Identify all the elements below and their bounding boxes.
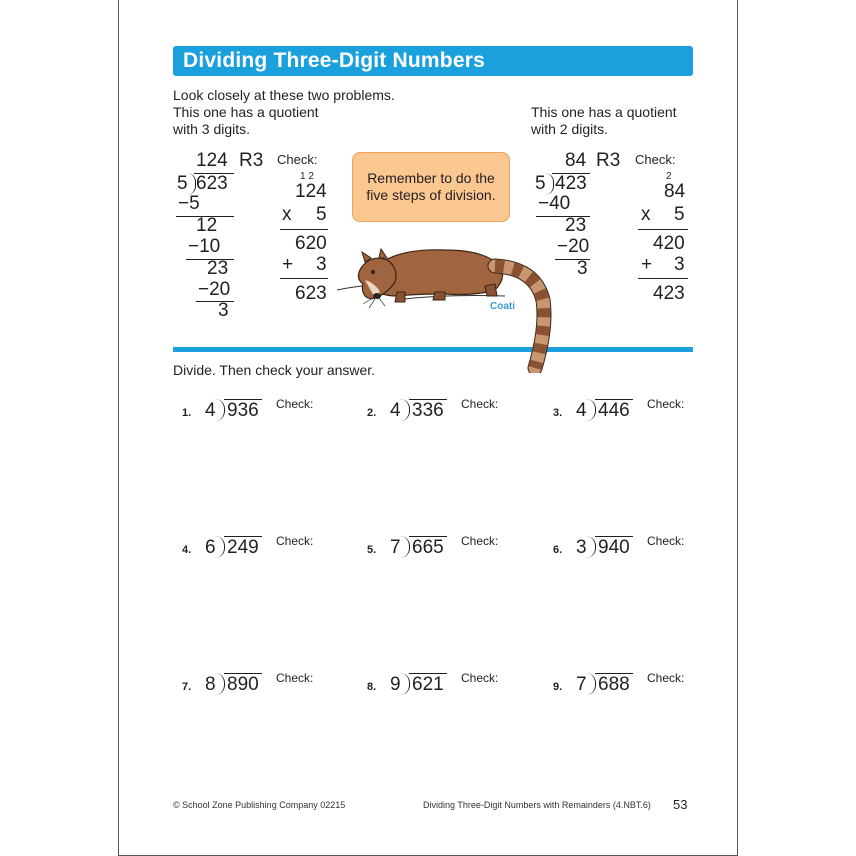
example1-divisor: 5 bbox=[177, 173, 188, 194]
problem-divisor: 7 bbox=[390, 537, 401, 558]
problem-dividend: 940 bbox=[598, 537, 630, 558]
example2-mult-op: x bbox=[641, 204, 651, 225]
problem-divisor: 8 bbox=[205, 674, 216, 695]
problem-number: 5. bbox=[367, 544, 377, 556]
example2-check-line bbox=[638, 229, 688, 230]
footer-copyright: © School Zone Publishing Company 02215 bbox=[173, 800, 346, 810]
example2-step: −40 bbox=[538, 193, 571, 214]
problem-dividend: 446 bbox=[598, 400, 630, 421]
coati-label: Coati bbox=[490, 301, 515, 312]
example2-total: 423 bbox=[653, 283, 685, 304]
problem-number: 1. bbox=[182, 407, 192, 419]
problem-dividend: 249 bbox=[227, 537, 259, 558]
example2-check-line bbox=[638, 278, 688, 279]
example2-quotient: 84 bbox=[565, 150, 587, 171]
example1-total: 623 bbox=[295, 283, 327, 304]
problem-dividend: 688 bbox=[598, 674, 630, 695]
example2-mult-top: 84 bbox=[664, 181, 686, 202]
example1-mult-op: x bbox=[282, 204, 292, 225]
problem-divisor: 4 bbox=[205, 400, 216, 421]
problem-check-label: Check: bbox=[647, 671, 685, 685]
problem-number: 7. bbox=[182, 681, 192, 693]
problem-number: 6. bbox=[553, 544, 563, 556]
problem-divisor: 3 bbox=[576, 537, 587, 558]
example2-step: 3 bbox=[577, 258, 588, 279]
example1-check-label: Check: bbox=[277, 152, 318, 167]
problem-dividend: 936 bbox=[227, 400, 259, 421]
problem-dividend: 890 bbox=[227, 674, 259, 695]
problem-number: 8. bbox=[367, 681, 377, 693]
problem-check-label: Check: bbox=[647, 534, 685, 548]
example1-dividend: 623 bbox=[196, 173, 228, 194]
example2-product: 420 bbox=[653, 233, 685, 254]
problem-divisor: 9 bbox=[390, 674, 401, 695]
coati-illustration bbox=[335, 238, 560, 373]
intro-left-line1: This one has a quotient bbox=[173, 104, 319, 120]
example1-carry: 1 2 bbox=[300, 171, 314, 182]
problem-check-label: Check: bbox=[461, 397, 499, 411]
example1-step: 23 bbox=[207, 258, 229, 279]
example1-check-line bbox=[280, 229, 328, 230]
example1-remainder: R3 bbox=[239, 150, 264, 171]
title-banner bbox=[173, 46, 693, 76]
example2-dividend: 423 bbox=[555, 173, 587, 194]
example1-product: 620 bbox=[295, 233, 327, 254]
example1-step: 3 bbox=[218, 300, 229, 321]
example1-step: −10 bbox=[188, 236, 221, 257]
example2-divisor: 5 bbox=[535, 173, 546, 194]
instruction: Divide. Then check your answer. bbox=[173, 362, 376, 378]
example2-check-label: Check: bbox=[635, 152, 676, 167]
problem-check-label: Check: bbox=[647, 397, 685, 411]
problem-divisor: 4 bbox=[390, 400, 401, 421]
problem-number: 9. bbox=[553, 681, 563, 693]
problem-number: 4. bbox=[182, 544, 192, 556]
page-number: 53 bbox=[673, 797, 688, 812]
example2-step: 23 bbox=[565, 215, 587, 236]
problem-dividend: 336 bbox=[412, 400, 444, 421]
example1-mult-by: 5 bbox=[316, 204, 327, 225]
problem-divisor: 6 bbox=[205, 537, 216, 558]
example1-mult-top: 124 bbox=[295, 181, 327, 202]
problem-divisor: 4 bbox=[576, 400, 587, 421]
problem-check-label: Check: bbox=[276, 397, 314, 411]
example2-remainder: R3 bbox=[596, 150, 621, 171]
problem-number: 2. bbox=[367, 407, 377, 419]
tip-line1: Remember to do the bbox=[367, 170, 495, 186]
problem-dividend: 621 bbox=[412, 674, 444, 695]
example1-add-val: 3 bbox=[316, 254, 327, 275]
problem-dividend: 665 bbox=[412, 537, 444, 558]
intro-left-line2: with 3 digits. bbox=[173, 121, 251, 137]
example1-quotient: 124 bbox=[196, 150, 228, 171]
footer-topic: Dividing Three-Digit Numbers with Remainders (4.NBT.6) bbox=[423, 800, 651, 810]
problem-check-label: Check: bbox=[461, 534, 499, 548]
example1-step: 12 bbox=[196, 215, 218, 236]
tip-line2: five steps of division. bbox=[366, 187, 496, 203]
example2-mult-by: 5 bbox=[674, 204, 685, 225]
example1-step: −5 bbox=[178, 193, 200, 214]
example2-add-op: + bbox=[641, 254, 653, 275]
page-title: Dividing Three-Digit Numbers bbox=[183, 49, 485, 72]
problem-check-label: Check: bbox=[461, 671, 499, 685]
tip-callout bbox=[352, 152, 510, 222]
problem-divisor: 7 bbox=[576, 674, 587, 695]
intro-right-line2: with 2 digits. bbox=[531, 121, 609, 137]
problem-check-label: Check: bbox=[276, 671, 314, 685]
example2-carry: 2 bbox=[666, 171, 672, 182]
example2-step: −20 bbox=[557, 236, 590, 257]
intro-line: Look closely at these two problems. bbox=[173, 87, 395, 103]
example2-add-val: 3 bbox=[674, 254, 685, 275]
example1-add-op: + bbox=[282, 254, 294, 275]
intro-right-line1: This one has a quotient bbox=[531, 104, 677, 120]
problem-number: 3. bbox=[553, 407, 563, 419]
example1-check-line bbox=[280, 278, 328, 279]
example1-step: −20 bbox=[198, 279, 231, 300]
problem-check-label: Check: bbox=[276, 534, 314, 548]
